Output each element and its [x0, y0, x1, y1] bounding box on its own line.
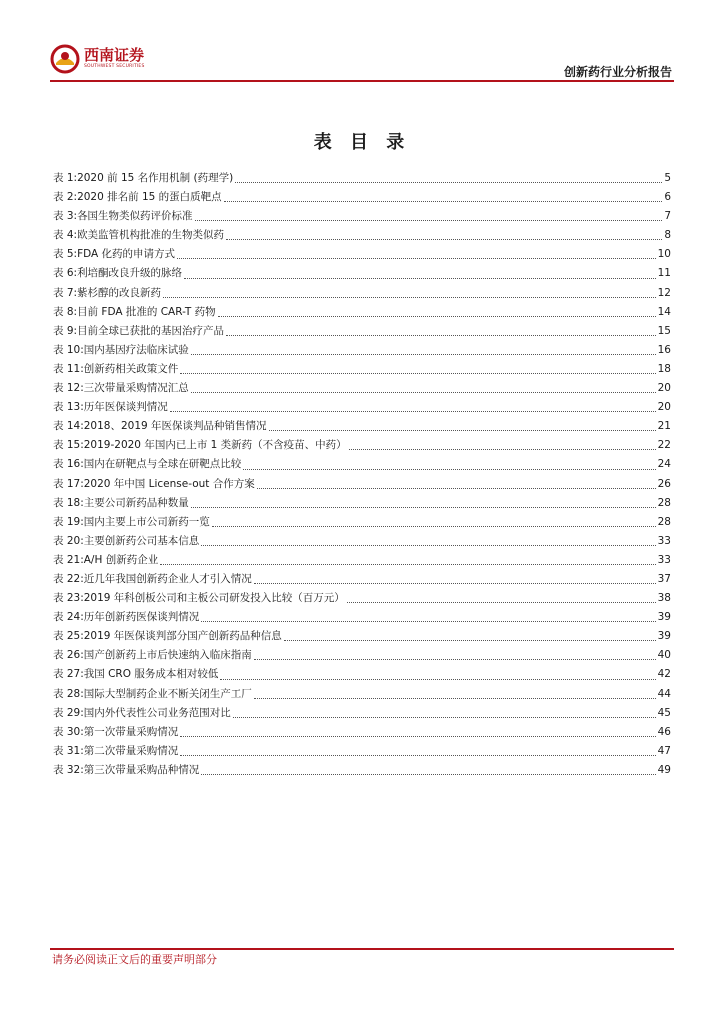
toc-entry[interactable]	[53, 303, 671, 322]
toc-entry-leader	[257, 488, 656, 489]
toc-entry-label: 表 18:	[53, 496, 84, 509]
toc-entry-label: 表 17:	[53, 477, 84, 490]
toc-entry-title: 利培酮改良升级的脉络	[77, 267, 183, 280]
toc-entry-leader	[349, 449, 656, 450]
toc-entry-page: 6	[664, 191, 671, 204]
toc-entry-leader	[184, 278, 656, 279]
toc-entry[interactable]	[53, 494, 671, 513]
toc-entry-page: 20	[657, 382, 671, 395]
toc-entry-page: 46	[657, 725, 671, 738]
header-divider	[50, 80, 674, 82]
footer-divider	[50, 948, 674, 950]
toc-entry[interactable]	[53, 284, 671, 303]
toc-entry-label: 表 13:	[53, 401, 84, 414]
toc-entry-title: 2020 排名前 15 的蛋白质靶点	[77, 191, 222, 204]
toc-entry-title: 第三次带量采购品种情况	[83, 763, 200, 776]
toc-entry-leader	[220, 679, 655, 680]
toc-entry-label: 表 2:	[53, 191, 78, 204]
logo-chinese-name: 西南证券	[84, 46, 145, 65]
toc-entry-title: 紫杉醇的改良新药	[77, 286, 162, 299]
toc-entry-label: 表 16:	[53, 458, 84, 471]
toc-entry-page: 10	[657, 248, 671, 261]
toc-entry-title: 国产创新药上市后快速纳入临床指南	[83, 649, 252, 662]
toc-entry-title: 国际大型制药企业不断关闭生产工厂	[83, 687, 252, 700]
toc-entry-page: 28	[657, 496, 671, 509]
toc-entry-label: 表 11:	[53, 362, 84, 375]
toc-entry-page: 14	[657, 305, 671, 318]
toc-entry[interactable]	[53, 627, 671, 646]
toc-entry-leader	[180, 373, 655, 374]
toc-entry-leader	[191, 507, 656, 508]
toc-entry-label: 表 8:	[53, 305, 78, 318]
toc-entry[interactable]	[53, 226, 671, 245]
toc-entry-title: FDA 化药的申请方式	[77, 248, 176, 261]
toc-entry-title: 创新药相关政策文件	[83, 362, 179, 375]
logo-english-name: SOUTHWEST SECURITIES	[84, 64, 145, 70]
toc-entry-page: 39	[657, 630, 671, 643]
toc-entry-leader	[170, 411, 656, 412]
toc-entry-page: 33	[657, 534, 671, 547]
toc-entry-title: 主要公司新药品种数量	[83, 496, 189, 509]
toc-entry-label: 表 14:	[53, 420, 84, 433]
toc-entry-leader	[180, 755, 655, 756]
toc-entry-leader	[180, 736, 655, 737]
toc-entry-page: 18	[657, 362, 671, 375]
toc-entry-page: 45	[657, 706, 671, 719]
toc-entry[interactable]	[53, 436, 671, 455]
toc-entry-label: 表 10:	[53, 343, 84, 356]
toc-entry-leader	[201, 621, 655, 622]
toc-entry[interactable]	[53, 723, 671, 742]
toc-entry-page: 44	[657, 687, 671, 700]
toc-entry[interactable]	[53, 551, 671, 570]
toc-entry-label: 表 12:	[53, 382, 84, 395]
toc-entry-title: 国内在研靶点与全球在研靶点比较	[83, 458, 242, 471]
toc-entry[interactable]	[53, 264, 671, 283]
toc-entry-title: 2018、2019 年医保谈判品种销售情况	[83, 420, 267, 433]
toc-entry-leader	[160, 564, 655, 565]
toc-entry[interactable]	[53, 742, 671, 761]
toc-entry-label: 表 24:	[53, 611, 84, 624]
toc-entry-title: 目前全球已获批的基因治疗产品	[77, 324, 225, 337]
toc-entry-page: 39	[657, 611, 671, 624]
toc-entry-title: 第二次带量采购情况	[83, 744, 179, 757]
toc-entry-title: 国内外代表性公司业务范围对比	[83, 706, 231, 719]
toc-entry[interactable]	[53, 761, 671, 780]
toc-entry-title: 历年创新药医保谈判情况	[83, 611, 200, 624]
southwest-securities-logo-icon	[50, 44, 80, 74]
toc-entry[interactable]	[53, 704, 671, 723]
toc-entry[interactable]	[53, 417, 671, 436]
toc-entry[interactable]	[53, 570, 671, 589]
toc-entry-leader	[254, 583, 656, 584]
toc-entry-label: 表 7:	[53, 286, 78, 299]
toc-entry-leader	[233, 717, 656, 718]
toc-entry-leader	[177, 258, 656, 259]
toc-entry-page: 40	[657, 649, 671, 662]
toc-entry-label: 表 26:	[53, 649, 84, 662]
toc-entry-leader	[226, 239, 662, 240]
toc-entry-title: 我国 CRO 服务成本相对较低	[83, 668, 219, 681]
toc-entry[interactable]	[53, 685, 671, 704]
toc-entry-title: 第一次带量采购情况	[83, 725, 179, 738]
toc-entry-page: 5	[664, 172, 671, 184]
toc-entry-page: 28	[657, 515, 671, 528]
toc-entry-title: 2020 年中国 License-out 合作方案	[83, 477, 255, 490]
toc-entry-page: 12	[657, 286, 671, 299]
toc-entry-page: 37	[657, 572, 671, 585]
toc-entry-leader	[201, 774, 655, 775]
toc-entry[interactable]	[53, 532, 671, 551]
toc-entry[interactable]	[53, 455, 671, 474]
toc-entry-title: 2020 前 15 名作用机制 (药理学)	[77, 172, 234, 184]
toc-entry-label: 表 31:	[53, 744, 84, 757]
toc-entry-page: 24	[657, 458, 671, 471]
toc-entry-label: 表 19:	[53, 515, 84, 528]
toc-entry-page: 21	[657, 420, 671, 433]
toc-entry[interactable]	[53, 513, 671, 532]
table-of-tables	[53, 169, 671, 780]
toc-entry-page: 16	[657, 343, 671, 356]
toc-entry-leader	[191, 392, 656, 393]
toc-entry-page: 47	[657, 744, 671, 757]
toc-entry-leader	[224, 201, 663, 202]
toc-entry-label: 表 21:	[53, 553, 84, 566]
toc-entry-title: 三次带量采购情况汇总	[83, 382, 189, 395]
toc-entry[interactable]	[53, 245, 671, 264]
toc-entry-label: 表 9:	[53, 324, 78, 337]
toc-entry-label: 表 25:	[53, 630, 84, 643]
toc-entry[interactable]	[53, 475, 671, 494]
toc-entry[interactable]	[53, 379, 671, 398]
toc-entry-leader	[195, 220, 663, 221]
toc-entry-label: 表 5:	[53, 248, 78, 261]
toc-entry-leader	[284, 640, 656, 641]
toc-entry-leader	[191, 354, 656, 355]
toc-entry-title: 各国生物类似药评价标准	[77, 210, 193, 223]
toc-entry-leader	[243, 469, 655, 470]
toc-entry-page: 33	[657, 553, 671, 566]
toc-entry-title: 历年医保谈判情况	[83, 401, 168, 414]
toc-entry-page: 8	[664, 229, 671, 242]
toc-entry-label: 表 22:	[53, 572, 84, 585]
toc-entry-title: 近几年我国创新药企业人才引入情况	[83, 572, 252, 585]
toc-entry-label: 表 15:	[53, 439, 84, 452]
toc-entry-title: 2019 年医保谈判部分国产创新药品种信息	[83, 630, 282, 643]
toc-entry-label: 表 32:	[53, 763, 84, 776]
toc-entry-page: 20	[657, 401, 671, 414]
toc-entry[interactable]	[53, 360, 671, 379]
toc-entry[interactable]	[53, 665, 671, 684]
toc-entry-label: 表 6:	[53, 267, 78, 280]
toc-entry-title: 欧美监管机构批准的生物类似药	[77, 229, 225, 242]
toc-entry[interactable]	[53, 169, 671, 188]
toc-entry-leader	[254, 698, 656, 699]
toc-entry-label: 表 4:	[53, 229, 78, 242]
toc-entry-label: 表 20:	[53, 534, 84, 547]
toc-entry-page: 38	[657, 592, 671, 605]
toc-entry-page: 49	[657, 763, 671, 776]
toc-entry[interactable]	[53, 608, 671, 627]
footer-disclaimer: 请务必阅读正文后的重要声明部分	[52, 953, 217, 966]
toc-entry-page: 22	[657, 439, 671, 452]
toc-entry-label: 表 27:	[53, 668, 84, 681]
toc-entry-leader	[163, 297, 656, 298]
toc-entry[interactable]	[53, 322, 671, 341]
toc-entry-page: 42	[657, 668, 671, 681]
toc-entry-page: 15	[657, 324, 671, 337]
report-title: 创新药行业分析报告	[563, 65, 672, 79]
toc-entry-leader	[201, 545, 655, 546]
toc-entry-label: 表 23:	[53, 592, 84, 605]
toc-heading: 表 目 录	[313, 132, 411, 153]
toc-entry[interactable]	[53, 188, 671, 207]
toc-entry-label: 表 1:	[53, 172, 78, 184]
toc-entry-label: 表 30:	[53, 725, 84, 738]
toc-entry-label: 表 29:	[53, 706, 84, 719]
toc-entry-title: 主要创新药公司基本信息	[83, 534, 200, 547]
toc-entry-page: 11	[657, 267, 671, 280]
toc-entry[interactable]	[53, 341, 671, 360]
toc-entry-leader	[254, 659, 656, 660]
toc-entry-title: 国内基因疗法临床试验	[83, 343, 189, 356]
toc-entry-leader	[226, 335, 656, 336]
toc-entry-title: 目前 FDA 批准的 CAR-T 药物	[77, 305, 216, 318]
company-logo	[50, 44, 145, 74]
toc-entry-leader	[347, 602, 656, 603]
toc-entry[interactable]	[53, 589, 671, 608]
toc-entry-label: 表 3:	[53, 210, 78, 223]
toc-entry-title: A/H 创新药企业	[83, 553, 159, 566]
toc-entry-title: 2019 年科创板公司和主板公司研发投入比较（百万元）	[83, 592, 345, 605]
toc-entry[interactable]	[53, 398, 671, 417]
toc-entry-leader	[218, 316, 656, 317]
toc-entry-page: 26	[657, 477, 671, 490]
toc-entry-title: 国内主要上市公司新药一览	[83, 515, 210, 528]
toc-entry-title: 2019-2020 年国内已上市 1 类新药（不含疫苗、中药）	[83, 439, 347, 452]
toc-entry-page: 7	[664, 210, 671, 223]
toc-entry-leader	[212, 526, 656, 527]
toc-entry-leader	[235, 182, 662, 183]
toc-entry[interactable]	[53, 207, 671, 226]
toc-entry[interactable]	[53, 646, 671, 665]
toc-entry-label: 表 28:	[53, 687, 84, 700]
toc-entry-leader	[269, 430, 656, 431]
